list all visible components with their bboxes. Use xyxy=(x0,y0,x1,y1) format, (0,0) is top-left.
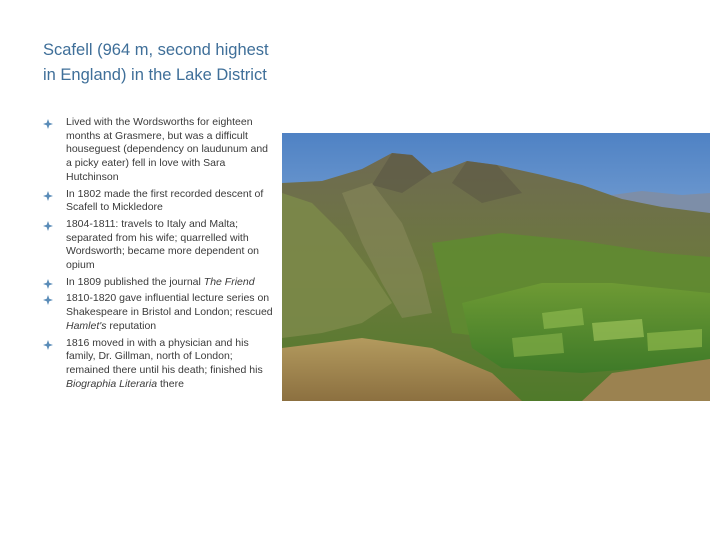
bullet-text: In 1809 published the journal xyxy=(66,275,204,288)
bullet-item xyxy=(43,218,273,273)
bullet-text: reputation xyxy=(106,319,157,332)
bullet-item xyxy=(43,116,273,185)
bullet-item xyxy=(43,292,273,333)
diamond-bullet-icon xyxy=(43,221,53,231)
diamond-bullet-icon xyxy=(43,191,53,201)
bullet-italic-text: Hamlet's xyxy=(66,319,107,332)
slide-title: Scafell (964 m, second highest in England) in the Lake District xyxy=(43,41,269,84)
diamond-bullet-icon xyxy=(43,340,53,350)
bullet-italic-text: Biographia Literaria xyxy=(66,377,158,390)
bullet-text: Lived with the Wordsworths for eighteen months at Grasmere, but was a difficult houseguest (dependency on laudunum and a picky eater) fell in love with Sara Hutchinson xyxy=(66,116,268,183)
bullet-item xyxy=(43,188,273,215)
bullet-text: 1804-1811: travels to Italy and Malta; separated from his wife; quarrelled with Wordsworth; became more dependent on opium xyxy=(66,217,259,272)
bullet-italic-text: The Friend xyxy=(203,275,255,288)
diamond-bullet-icon xyxy=(43,279,53,289)
bullet-text: there xyxy=(157,377,184,390)
diamond-bullet-icon xyxy=(43,295,53,305)
bullet-item xyxy=(43,276,273,290)
bullet-text: In 1802 made the first recorded descent of Scafell to Mickledore xyxy=(66,187,264,214)
diamond-bullet-icon xyxy=(43,119,53,129)
bullet-item xyxy=(43,337,273,392)
bullet-text: 1810-1820 gave influential lecture series on Shakespeare in Bristol and London; rescued xyxy=(66,292,273,319)
bullet-text: 1816 moved in with a physician and his family, Dr. Gillman, north of London; remained there until his death; finished his xyxy=(66,336,263,376)
scafell-mountain-photo xyxy=(282,133,710,401)
bullet-list xyxy=(43,116,273,394)
